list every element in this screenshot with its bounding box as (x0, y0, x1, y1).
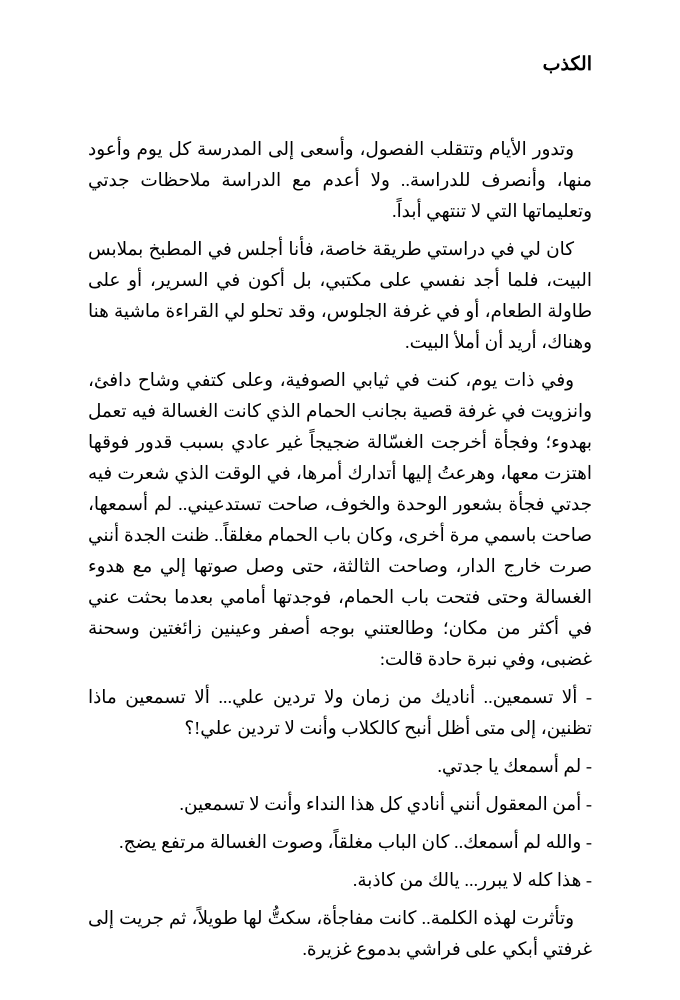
dialogue-line: - أمن المعقول أنني أنادي كل هذا النداء وأنت لا تسمعين. (179, 794, 592, 814)
dialogue-line: - هذا كله لا يبرر... يالك من كاذبة. (352, 870, 592, 890)
document-title: الكذب (542, 54, 592, 75)
paragraph: وتدور الأيام وتتقلب الفصول، وأسعى إلى المدرسة كل يوم وأعود منها، وأنصرف للدراسة.. ولا أعدم مع الدراسة ملاحظات جدتي وتعليماتها التي لا تنتهي أبداً. (88, 139, 592, 221)
dialogue-line: - لم أسمعك يا جدتي. (437, 756, 592, 776)
dialogue-line: - ألا تسمعين.. أناديك من زمان ولا تردين علي... ألا تسمعين ماذا تظنين، إلى متى أظل أنبح كالكلاب وأنت لا تردين علي!؟ (88, 687, 592, 738)
dialogue-line: - والله لم أسمعك.. كان الباب مغلقاً، وصوت الغسالة مرتفع يضج. (118, 832, 592, 852)
paragraph: كان لي في دراستي طريقة خاصة، فأنا أجلس في المطبخ بملابس البيت، فلما أجد نفسي على مكتبي، بل أكون في السرير، أو على طاولة الطعام، أو في غرفة الجلوس، وقد تحلو لي القراءة ماشية هنا وهناك، أريد أن أملأ البيت. (88, 239, 592, 352)
closing-paragraph: وتأثرت لهذه الكلمة.. كانت مفاجأة، سكتُّ لها طويلاً، ثم جريت إلى غرفتي أبكي على فراشي بدموع غزيرة. (88, 908, 592, 959)
document-body (88, 134, 592, 972)
paragraph: وفي ذات يوم، كنت في ثيابي الصوفية، وعلى كتفي وشاح دافئ، وانزويت في غرفة قصية بجانب الحمام الذي كانت الغسالة فيه تعمل بهدوء؛ وفجأة أخرجت الغسّالة ضجيجاً غير عادي بسبب قدور فوقها اهتزت معها، وهرعتُ إليها أتدارك أمرها، في الوقت الذي شعرت فيه جدتي فجأة بشعور الوحدة والخوف، صاحت تستدعيني.. لم أسمعها، صاحت باسمي مرة أخرى، وكان باب الحمام مغلقاً.. ظنت الجدة أنني صرت خارج الدار، وصاحت الثالثة، حتى وصل صوتها إلي مع هدوء الغسالة وحتى فتحت باب الحمام، فوجدتها أمامي بعدما بحثت عني في أكثر من مكان؛ وطالعتني بوجه أصفر وعينين زائغتين وسحنة غضبى، وفي نبرة حادة قالت: (88, 370, 592, 669)
